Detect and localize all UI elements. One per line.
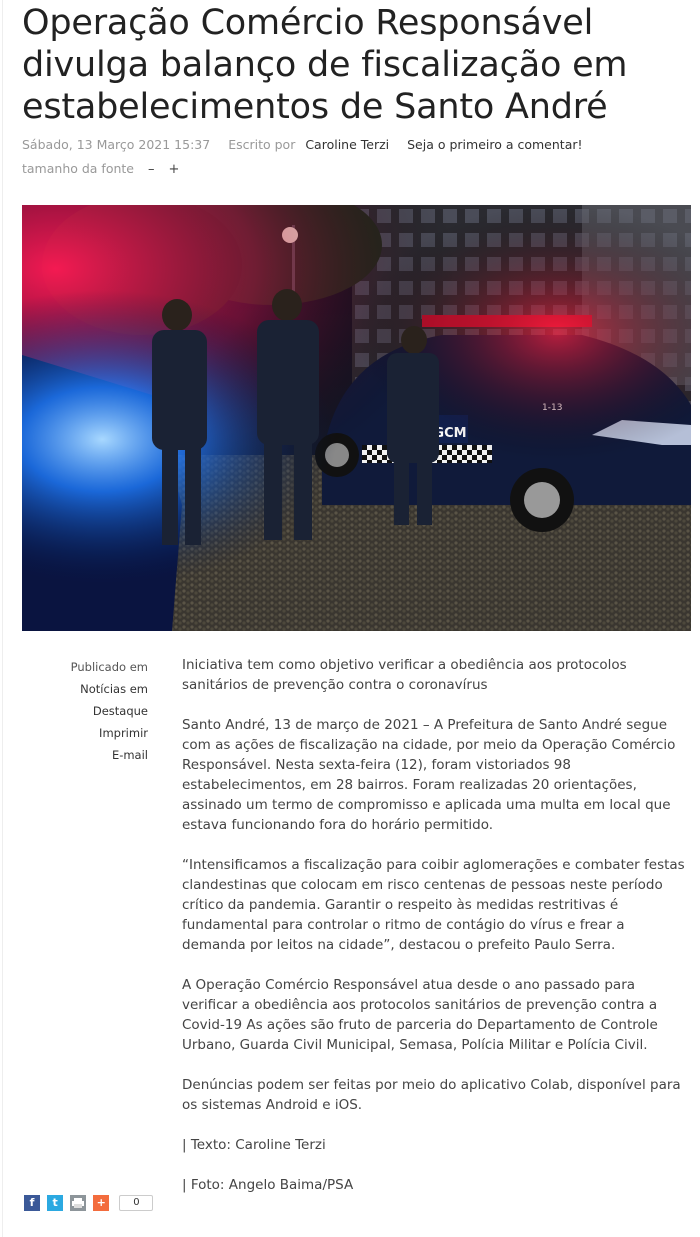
plus-share-icon[interactable]: + (93, 1195, 109, 1211)
published-in-label: Publicado em (70, 660, 148, 674)
twitter-icon[interactable]: t (47, 1195, 63, 1211)
email-link[interactable]: E-mail (111, 748, 148, 762)
print-icon[interactable] (70, 1195, 86, 1211)
font-decrease-button[interactable]: – (147, 162, 155, 177)
written-by-label: Escrito por (228, 137, 296, 152)
article-title: Operação Comércio Responsável divulga balanço de fiscalização em estabelecimentos de Santo André (22, 3, 628, 127)
font-increase-button[interactable]: + (168, 162, 180, 177)
article-body (182, 655, 690, 1215)
hero-photo (22, 205, 691, 631)
share-count: 0 (119, 1195, 153, 1211)
comment-link[interactable]: Seja o primeiro a comentar! (407, 137, 583, 152)
author-link[interactable]: Caroline Terzi (305, 137, 390, 152)
font-size-label: tamanho da fonte (22, 161, 134, 176)
article-paragraph-1: Santo André, 13 de março de 2021 – A Prefeitura de Santo André segue com as ações de fiscalização na cidade, por meio da Operação Comércio Responsável. Nesta sexta-feira (12), foram vistoriados 98 estabelecimentos, em 28 bairros. Foram realizadas 20 orientações, assinado um termo de compromisso e aplicada uma multa em local que estava funcionando fora do horário permitido. (182, 717, 676, 833)
credit-text: | Texto: Caroline Terzi (182, 1137, 326, 1153)
font-size-control (22, 161, 179, 177)
article-lead: Iniciativa tem como objetivo verificar a obediência aos protocolos sanitários de prevenção contra o coronavírus (182, 657, 627, 693)
article-paragraph-3: A Operação Comércio Responsável atua desde o ano passado para verificar a obediência aos protocolos sanitários de prevenção contra a Covid-19 As ações são fruto de parceria do Departamento de Controle Urbano, Guarda Civil Municipal, Semasa, Polícia Militar e Polícia Civil. (182, 977, 658, 1053)
article-paragraph-2: “Intensificamos a fiscalização para coibir aglomerações e combater festas clandestinas que colocam em risco centenas de pessoas neste período crítico da pandemia. Garantir o respeito às medidas restritivas é fundamental para controlar o ritmo de contágio do vírus e frear a demanda por leitos na cidade”, destacou o prefeito Paulo Serra. (182, 857, 685, 953)
page-border (2, 0, 3, 1237)
article-meta (22, 137, 583, 152)
article-paragraph-4: Denúncias podem ser feitas por meio do aplicativo Colab, disponível para os sistemas Android e iOS. (182, 1077, 681, 1113)
share-bar (24, 1195, 153, 1213)
credit-photo: | Foto: Angelo Baima/PSA (182, 1177, 354, 1193)
hero-image (22, 205, 691, 631)
category-link-line2[interactable]: Destaque (92, 704, 148, 718)
print-link[interactable]: Imprimir (99, 726, 148, 740)
article-date: Sábado, 13 Março 2021 15:37 (22, 137, 211, 152)
facebook-icon[interactable]: f (24, 1195, 40, 1211)
category-link-line1[interactable]: Notícias em (80, 682, 148, 696)
article-sidebar (22, 656, 148, 766)
